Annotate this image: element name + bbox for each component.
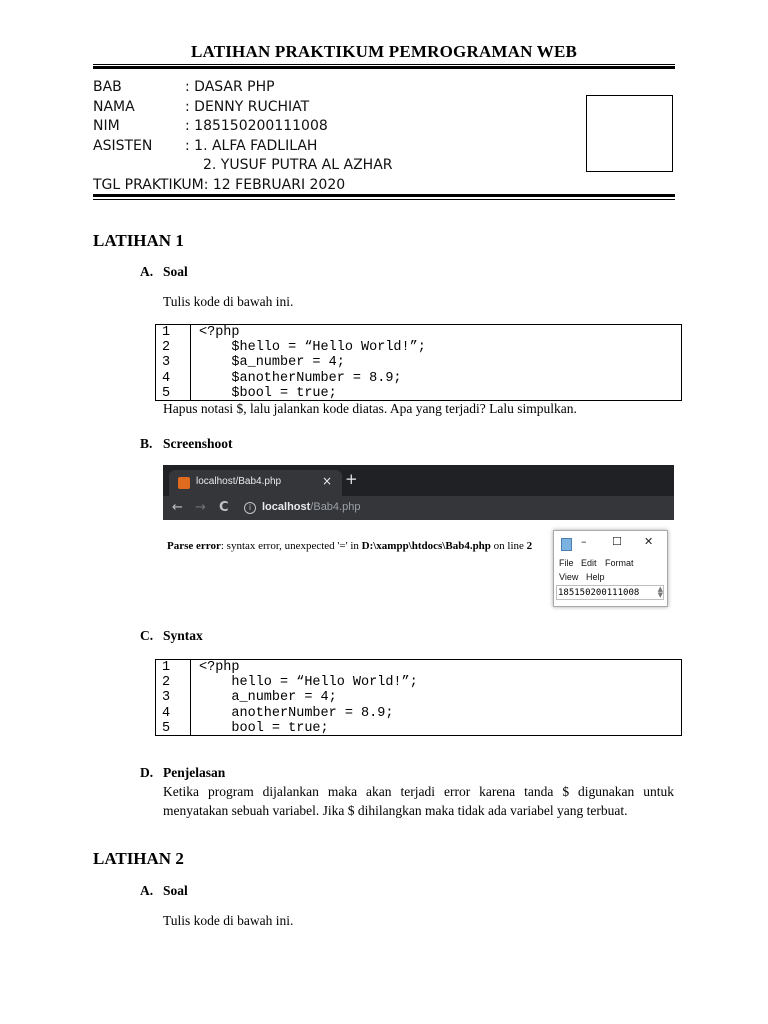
code-row [156, 660, 681, 675]
code-line: $a_number = 4; [199, 355, 345, 371]
instruction-text: Tulis kode di bawah ini. [163, 294, 294, 309]
browser-tab[interactable] [169, 470, 342, 496]
section-a-letter: A. [140, 264, 154, 279]
code-line: hello = “Hello World!”; [199, 675, 418, 691]
asisten-value-1: : 1. ALFA FADLILAH [185, 137, 318, 154]
tgl-praktikum: TGL PRAKTIKUM: 12 FEBRUARI 2020 [93, 176, 346, 193]
instruction-text: Tulis kode di bawah ini. [163, 913, 294, 928]
menu-file[interactable]: File [559, 558, 574, 568]
code-line: <?php [199, 660, 240, 675]
code-block [155, 324, 682, 401]
asisten-value-2: 2. YUSUF PUTRA AL AZHAR [203, 157, 393, 173]
bottom-rule-thick [93, 194, 675, 197]
code-row [156, 706, 681, 721]
close-tab-icon[interactable]: × [322, 474, 333, 488]
section-a-letter: A. [140, 883, 154, 898]
top-rule-thin [93, 64, 675, 65]
section-d-title: Penjelasan [163, 765, 226, 780]
photo-box [586, 95, 673, 172]
syntax-block [155, 659, 682, 736]
explanation-line-1: Ketika program dijalankan maka akan terjadi error karena tanda $ digunakan untuk [163, 784, 674, 799]
line-number: 5 [162, 720, 171, 736]
menu-view[interactable]: View [559, 572, 579, 582]
line-number: 2 [162, 340, 171, 356]
close-icon[interactable]: ✕ [644, 535, 654, 548]
php-error-message [167, 540, 532, 552]
line-number: 4 [162, 705, 171, 721]
page-title: LATIHAN PRAKTIKUM PEMROGRAMAN WEB [190, 42, 578, 61]
bab-label: BAB [93, 79, 122, 95]
code-row [156, 340, 681, 355]
code-line: a_number = 4; [199, 690, 337, 706]
code-line: bool = true; [199, 720, 329, 736]
new-tab-icon[interactable]: + [345, 470, 358, 488]
code-line: $hello = “Hello World!”; [199, 340, 426, 356]
explanation-line-2: menyatakan sebuah variabel. Jika $ dihilangkan maka tidak ada variabel yang terbuat. [163, 803, 628, 818]
menu-help[interactable]: Help [586, 572, 605, 582]
address-bar[interactable] [262, 501, 360, 513]
line-number: 3 [162, 690, 171, 706]
section-d-letter: D. [140, 765, 154, 780]
menu-format[interactable]: Format [605, 558, 634, 568]
task-text: Hapus notasi $, lalu jalankan kode diatas. Apa yang terjadi? Lalu simpulkan. [163, 401, 577, 416]
code-row [156, 721, 681, 736]
bottom-rule-thin [93, 199, 675, 200]
notepad-text[interactable]: 185150200111008 [556, 585, 664, 600]
forward-icon[interactable]: → [195, 500, 206, 515]
top-rule-thick [93, 66, 675, 69]
notepad-window [553, 530, 668, 607]
browser-toolbar [163, 496, 674, 520]
nama-value: : DENNY RUCHIAT [185, 98, 310, 115]
minimize-icon[interactable]: – [581, 535, 587, 548]
url-host: localhost [262, 501, 311, 513]
nama-label: NAMA [93, 98, 135, 115]
maximize-icon[interactable]: ☐ [612, 535, 622, 548]
code-row [156, 690, 681, 705]
asisten-label: ASISTEN [93, 137, 153, 154]
code-line: anotherNumber = 8.9; [199, 705, 394, 721]
line-number: 1 [162, 660, 171, 675]
reload-icon[interactable]: C [219, 500, 229, 515]
section-a-title: Soal [163, 264, 188, 279]
url-path: /Bab4.php [310, 501, 361, 513]
notepad-icon [561, 538, 572, 551]
menu-edit[interactable]: Edit [581, 558, 597, 568]
code-row [156, 371, 681, 386]
section-b-title: Screenshoot [163, 436, 233, 451]
error-tail: on line [490, 540, 527, 552]
scroll-arrows-icon[interactable]: ▲ ▼ [657, 585, 663, 599]
latihan1-heading: LATIHAN 1 [93, 231, 184, 250]
info-icon[interactable]: i [244, 502, 256, 514]
nim-label: NIM [93, 118, 120, 134]
line-number: 1 [162, 325, 171, 340]
latihan2-heading: LATIHAN 2 [93, 849, 184, 868]
code-row [156, 386, 681, 401]
browser-screenshot [163, 465, 674, 520]
line-number: 2 [162, 675, 171, 691]
code-row [156, 675, 681, 690]
section-b-letter: B. [140, 436, 153, 451]
section-c-title: Syntax [163, 628, 203, 643]
section-c-letter: C. [140, 628, 154, 643]
bab-value: : DASAR PHP [185, 79, 275, 95]
tab-title: localhost/Bab4.php [196, 476, 282, 487]
line-number: 3 [162, 355, 171, 371]
code-row [156, 325, 681, 340]
line-number: 5 [162, 385, 171, 401]
code-line: <?php [199, 325, 240, 340]
back-icon[interactable]: ← [172, 500, 183, 515]
code-row [156, 355, 681, 370]
code-line: $bool = true; [199, 385, 337, 401]
code-line: $anotherNumber = 8.9; [199, 370, 402, 386]
xampp-favicon-icon [178, 477, 190, 489]
nim-value: : 185150200111008 [185, 118, 328, 134]
error-line-number: 2 [526, 540, 533, 552]
line-number: 4 [162, 370, 171, 386]
error-message: : syntax error, unexpected '=' in [220, 540, 362, 552]
section-a-title: Soal [163, 883, 188, 898]
header-info [93, 78, 573, 195]
error-path: D:\xampp\htdocs\Bab4.php [361, 540, 491, 552]
error-label: Parse error [167, 540, 221, 552]
